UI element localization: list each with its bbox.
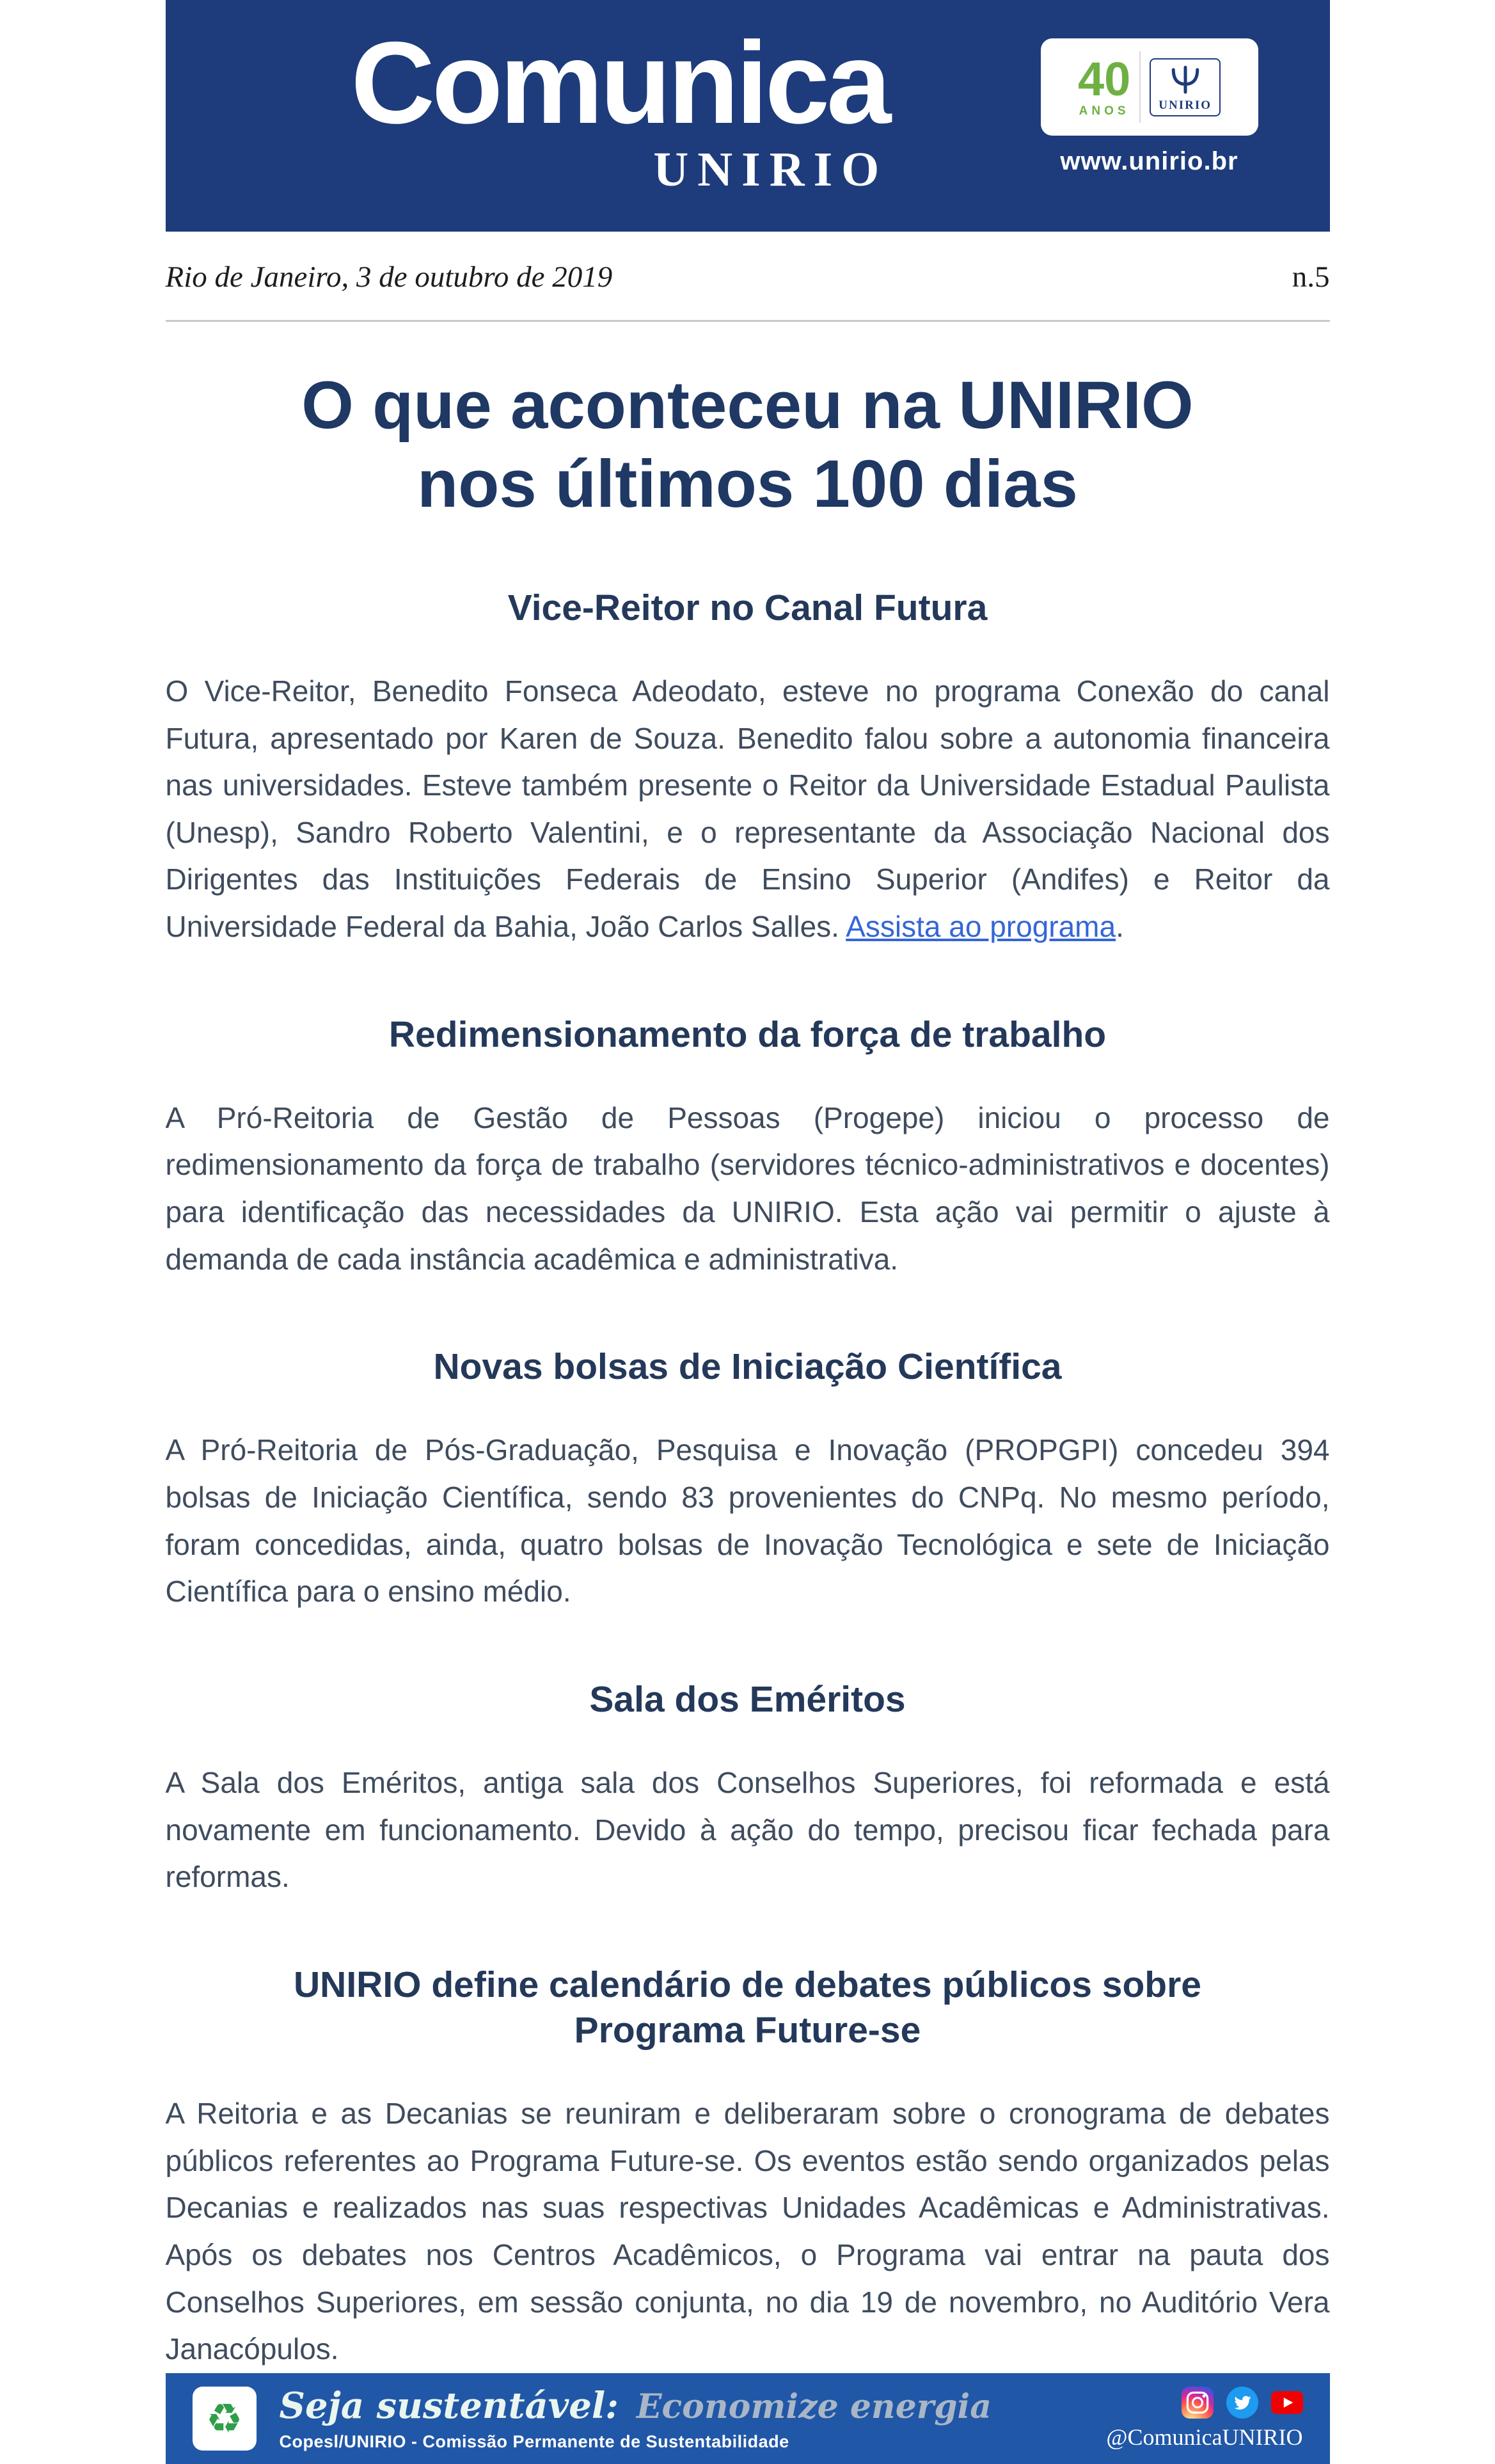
section-vice-reitor [166,585,1330,951]
youtube-icon[interactable] [1271,2391,1303,2414]
logo-block [1041,38,1258,176]
issue-number: n.5 [1292,260,1330,294]
anos-number: 40 [1077,52,1131,106]
newsletter-body [0,322,1495,2373]
social-handle: @ComunicaUNIRIO [1106,2424,1303,2450]
section-paragraph [166,668,1330,951]
sustainability-text-block [280,2385,992,2452]
brand-title: Comunica [351,17,889,148]
section-heading: UNIRIO define calendário de debates públicos sobre Programa Future-se [294,1964,1201,2051]
instagram-icon[interactable] [1182,2387,1214,2419]
twitter-icon[interactable] [1226,2387,1258,2419]
meta-row [166,260,1330,294]
section-sala-emeritos [166,1677,1330,1901]
unirio-emblem-icon [1166,63,1205,99]
section-paragraph: A Sala dos Eméritos, antiga sala dos Conselhos Superiores, foi reformada e está novamente em funcionamento. Devido à ação do tempo, precisou ficar fechada para reformas. [165,1766,1330,1894]
social-block [1106,2387,1302,2451]
section-bolsas [166,1344,1330,1616]
recycle-icon: ♻ [205,2395,243,2442]
sustainability-message-row [280,2385,992,2427]
website-link[interactable]: www.unirio.br [1060,147,1238,175]
brand-block [351,17,889,198]
dateline: Rio de Janeiro, 3 de outubro de 2019 [165,260,613,294]
section-future-se [166,1962,1330,2373]
section-heading: Vice-Reitor no Canal Futura [507,587,988,628]
sustainability-message: Economize energia [636,2387,992,2427]
paragraph-text: O Vice-Reitor, Benedito Fonseca Adeodato, esteve no programa Conexão do canal Futura, apresentado por Karen de Souza. Benedito falou sobre a autonomia financeira nas universidades. Esteve também presente o Reitor da Universidade Estadual Paulista (Unesp), Sandro Roberto Valentini, e o representante da Associação Nacional dos Dirigentes das Instituições Federais de Ensino Superior (Andifes) e Reitor da Universidade Federal da Bahia, João Carlos Salles. [165,674,1330,943]
unirio-emblem-label: UNIRIO [1159,98,1212,112]
newsletter-banner [166,0,1330,232]
committee-label: Copesl/UNIRIO - Comissão Permanente de Sustentabilidade [279,2432,789,2452]
section-redimensionamento [166,1012,1330,1284]
unirio-emblem [1150,58,1221,116]
section-heading: Novas bolsas de Iniciação Científica [433,1346,1062,1388]
social-icons-row [1182,2387,1303,2419]
logo-divider [1139,51,1141,123]
brand-subtitle: UNIRIO [653,143,889,196]
section-paragraph: A Pró-Reitoria de Gestão de Pessoas (Progepe) iniciou o processo de redimensionamento da força de trabalho (servidores técnico-administrativos e docentes) para identificação das necessidades da UNIRIO. Esta ação vai permitir o ajuste à demanda de cada instância acadêmica e administrativa. [165,1101,1330,1276]
section-heading: Sala dos Eméritos [589,1678,906,1720]
40-anos-logo [1077,52,1131,118]
page-title-line-2: nos últimos 100 dias [417,446,1078,521]
section-paragraph: A Pró-Reitoria de Pós-Graduação, Pesquisa e Inovação (PROPGPI) concedeu 394 bolsas de Iniciação Científica, sendo 83 provenientes do CNPq. No mesmo período, foram concedidas, ainda, quatro bolsas de Inovação Tecnológica e sete de Iniciação Científica para o ensino médio. [165,1433,1330,1609]
sustainability-footer [166,2373,1330,2464]
recycle-badge [193,2387,257,2451]
section-paragraph: A Reitoria e as Decanias se reuniram e deliberaram sobre o cronograma de debates públicos referentes ao Programa Future-se. Os eventos estão sendo organizados pelas Decanias e realizados nas suas respectivas Unidades Acadêmicas e Administrativas. Após os debates nos Centros Acadêmicos, o Programa vai entrar na pauta dos Conselhos Superiores, em sessão conjunta, no dia 19 de novembro, no Auditório Vera Janacópulos. [165,2097,1330,2366]
section-heading: Redimensionamento da força de trabalho [388,1013,1107,1055]
page-title [166,367,1330,524]
logo-box [1041,38,1258,136]
sustainability-script: Seja sustentável: [279,2385,619,2428]
page-title-line-1: O que aconteceu na UNIRIO [301,368,1194,443]
assista-ao-programa-link[interactable]: Assista ao programa [846,909,1116,943]
paragraph-suffix: . [1116,909,1124,943]
anos-label: ANOS [1079,104,1130,118]
